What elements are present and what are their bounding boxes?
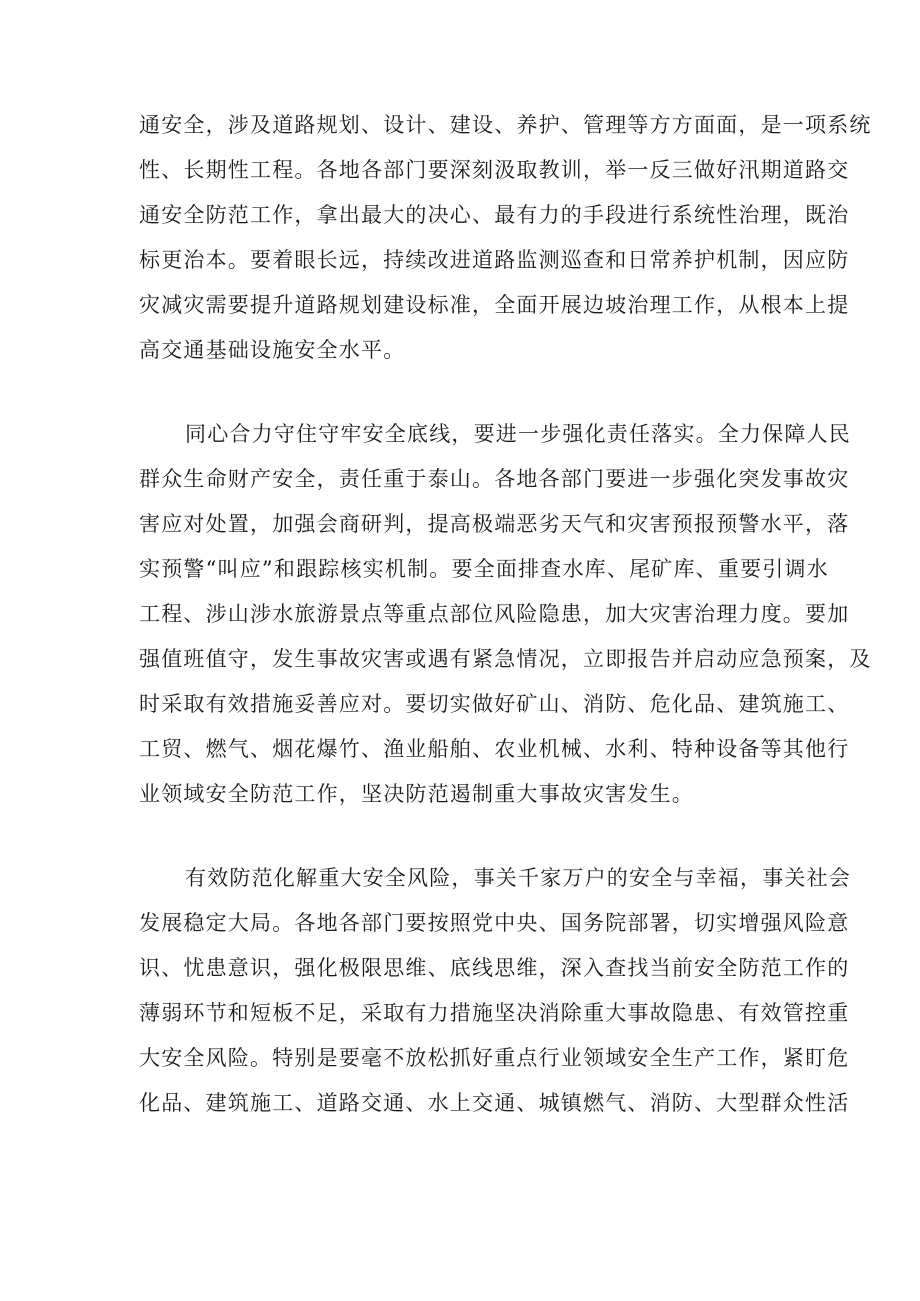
text-line: 识、忧患意识，强化极限思维、底线思维，深入查找当前安全防范工作的 [139, 956, 850, 980]
text-line: 灾减灾需要提升道路规划建设标准，全面开展边坡治理工作，从根本上提 [139, 293, 850, 317]
text-line: 化品、建筑施工、道路交通、水上交通、城镇燃气、消防、大型群众性活 [139, 1091, 850, 1115]
text-line: 大安全风险。特别是要毫不放松抓好重点行业领域安全生产工作，紧盯危 [139, 1046, 850, 1070]
text-line: 通安全防范工作，拿出最大的决心、最有力的手段进行系统性治理，既治 [139, 203, 850, 227]
text-line: 性、长期性工程。各地各部门要深刻汲取教训，举一反三做好汛期道路交 [139, 158, 850, 182]
paragraph-spacer [139, 817, 781, 856]
text-line: 强值班值守，发生事故灾害或遇有紧急情况，立即报告并启动应急预案，及 [139, 647, 872, 671]
text-line: 有效防范化解重大安全风险，事关千家万户的安全与幸福，事关社会 [185, 866, 851, 890]
paragraph-road-safety [139, 103, 872, 373]
text-line: 实预警“叫应”和跟踪核实机制。要全面排查水库、尾矿库、重要引调水 [139, 557, 829, 581]
text-line: 业领域安全防范工作，坚决防范遏制重大事故灾害发生。 [139, 782, 694, 806]
text-line: 通安全，涉及道路规划、设计、建设、养护、管理等方方面面，是一项系统 [139, 113, 872, 137]
text-line: 群众生命财产安全，责任重于泰山。各地各部门要进一步强化突发事故灾 [139, 467, 850, 491]
text-line: 工贸、燃气、烟花爆竹、渔业船舶、农业机械、水利、特种设备等其他行 [139, 737, 850, 761]
paragraph-spacer [139, 373, 781, 412]
text-line: 标更治本。要着眼长远，持续改进道路监测巡查和日常养护机制，因应防 [139, 248, 850, 272]
text-line: 时采取有效措施妥善应对。要切实做好矿山、消防、危化品、建筑施工、 [139, 692, 850, 716]
document-body [139, 103, 872, 1126]
text-line: 薄弱环节和短板不足，采取有力措施坚决消除重大事故隐患、有效管控重 [139, 1001, 850, 1025]
paragraph-responsibility [139, 412, 872, 817]
text-line: 高交通基础设施安全水平。 [139, 338, 406, 362]
text-line: 发展稳定大局。各地各部门要按照党中央、国务院部署，切实增强风险意 [139, 911, 850, 935]
text-line: 工程、涉山涉水旅游景点等重点部位风险隐患，加大灾害治理力度。要加 [139, 602, 850, 626]
paragraph-risk-prevention [139, 856, 851, 1126]
text-line: 同心合力守住守牢安全底线，要进一步强化责任落实。全力保障人民 [185, 422, 851, 446]
text-line: 害应对处置，加强会商研判，提高极端恶劣天气和灾害预报预警水平，落 [139, 512, 850, 536]
